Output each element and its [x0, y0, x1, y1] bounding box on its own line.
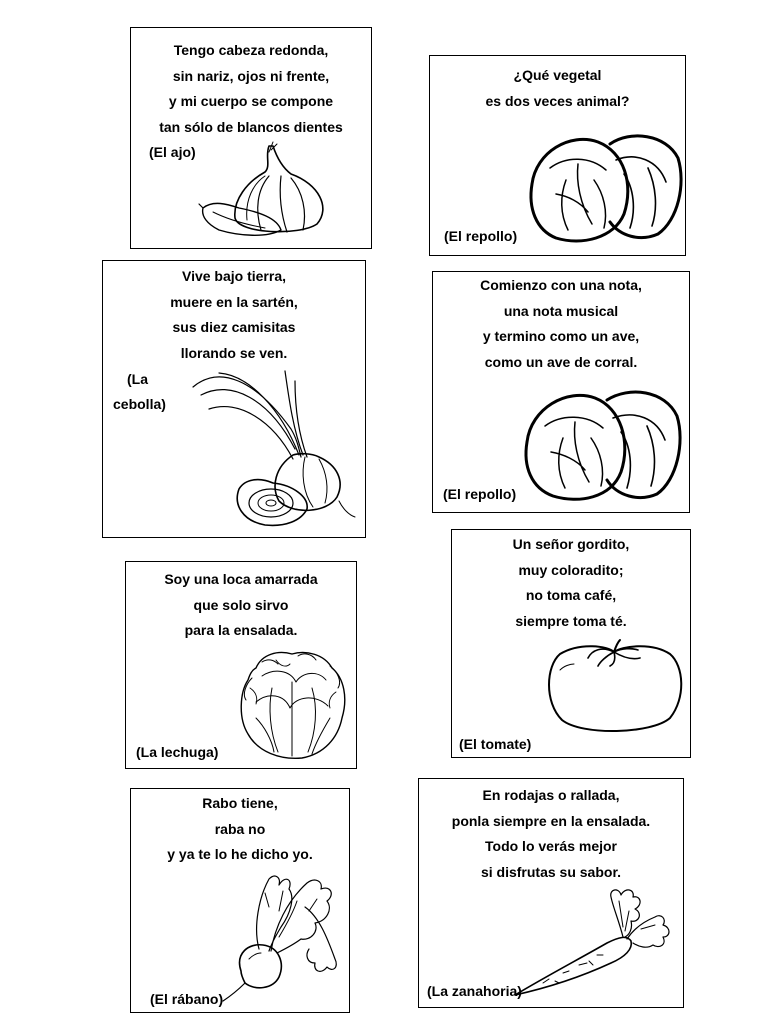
carrot-illustration: [515, 887, 675, 997]
verse-line: Un señor gordito,: [512, 536, 630, 552]
riddle-answer: [113, 367, 166, 417]
verse-line: muy coloradito;: [518, 561, 624, 578]
riddle-answer: (La lechuga): [136, 744, 219, 760]
verse-line: para la ensalada.: [184, 622, 298, 638]
verse-line: sus diez camisitas: [172, 319, 296, 335]
verse-line: sin nariz, ojos ni frente,: [172, 67, 330, 84]
verse-line: raba no: [214, 820, 266, 837]
verse-line: muere en la sartén,: [170, 293, 298, 310]
verse-line: como un ave de corral.: [484, 353, 638, 370]
riddle-card-cabbage-2: [432, 271, 690, 513]
riddle-verse: [419, 783, 683, 885]
onion-illustration: [189, 369, 359, 529]
riddle-card-tomato: [451, 529, 691, 758]
riddle-verse: [103, 264, 365, 366]
riddle-answer: (El rábano): [150, 991, 224, 1007]
riddle-answer: (La zanahoria): [427, 983, 522, 999]
cabbage-illustration: [521, 380, 686, 505]
riddle-answer: (El ajo): [149, 144, 196, 160]
verse-line: si disfrutas su sabor.: [480, 863, 622, 880]
riddle-answer: (El tomate): [459, 736, 532, 752]
riddle-card-garlic: [130, 27, 372, 249]
riddle-verse: [131, 791, 349, 868]
verse-line: y ya te lo he dicho yo.: [167, 846, 313, 862]
verse-line: y termino como un ave,: [482, 328, 640, 344]
verse-line: ponla siempre en la ensalada.: [451, 812, 651, 829]
verse-line: Comienzo con una nota,: [480, 277, 642, 293]
radish-illustration: [223, 867, 348, 1002]
verse-line: es dos veces animal?: [485, 92, 630, 109]
verse-line: siempre toma té.: [515, 612, 627, 629]
verse-line: no toma café,: [525, 587, 617, 603]
verse-line: una nota musical: [503, 302, 619, 319]
riddle-card-onion: [102, 260, 366, 538]
riddle-verse: [131, 38, 371, 140]
verse-line: Soy una loca amarrada: [164, 571, 318, 587]
verse-line: tan sólo de blancos dientes: [159, 118, 343, 135]
garlic-illustration: [199, 138, 339, 238]
riddle-card-lettuce: [125, 561, 357, 769]
riddle-card-radish: [130, 788, 350, 1013]
riddle-answer: (El repollo): [443, 486, 517, 502]
riddle-verse: [430, 63, 685, 114]
riddle-verse: [433, 273, 689, 375]
cabbage-illustration: [526, 124, 686, 244]
verse-line: Tengo cabeza redonda,: [173, 42, 329, 58]
verse-line: y mi cuerpo se compone: [168, 93, 334, 109]
riddle-card-cabbage-1: [429, 55, 686, 256]
answer-line: (La: [127, 371, 148, 387]
riddle-verse: [126, 567, 356, 644]
verse-line: Rabo tiene,: [202, 795, 278, 811]
verse-line: Vive bajo tierra,: [181, 268, 286, 284]
verse-line: En rodajas o rallada,: [482, 787, 620, 803]
verse-line: llorando se ven.: [180, 344, 288, 361]
lettuce-illustration: [232, 648, 352, 763]
riddle-verse: [452, 532, 690, 634]
riddle-answer: (El repollo): [444, 228, 518, 244]
riddle-card-carrot: [418, 778, 684, 1008]
verse-line: que solo sirvo: [193, 596, 289, 613]
verse-line: Todo lo verás mejor: [485, 838, 617, 854]
answer-line: cebolla): [113, 396, 166, 412]
tomato-illustration: [544, 638, 684, 738]
verse-line: ¿Qué vegetal: [513, 67, 602, 83]
